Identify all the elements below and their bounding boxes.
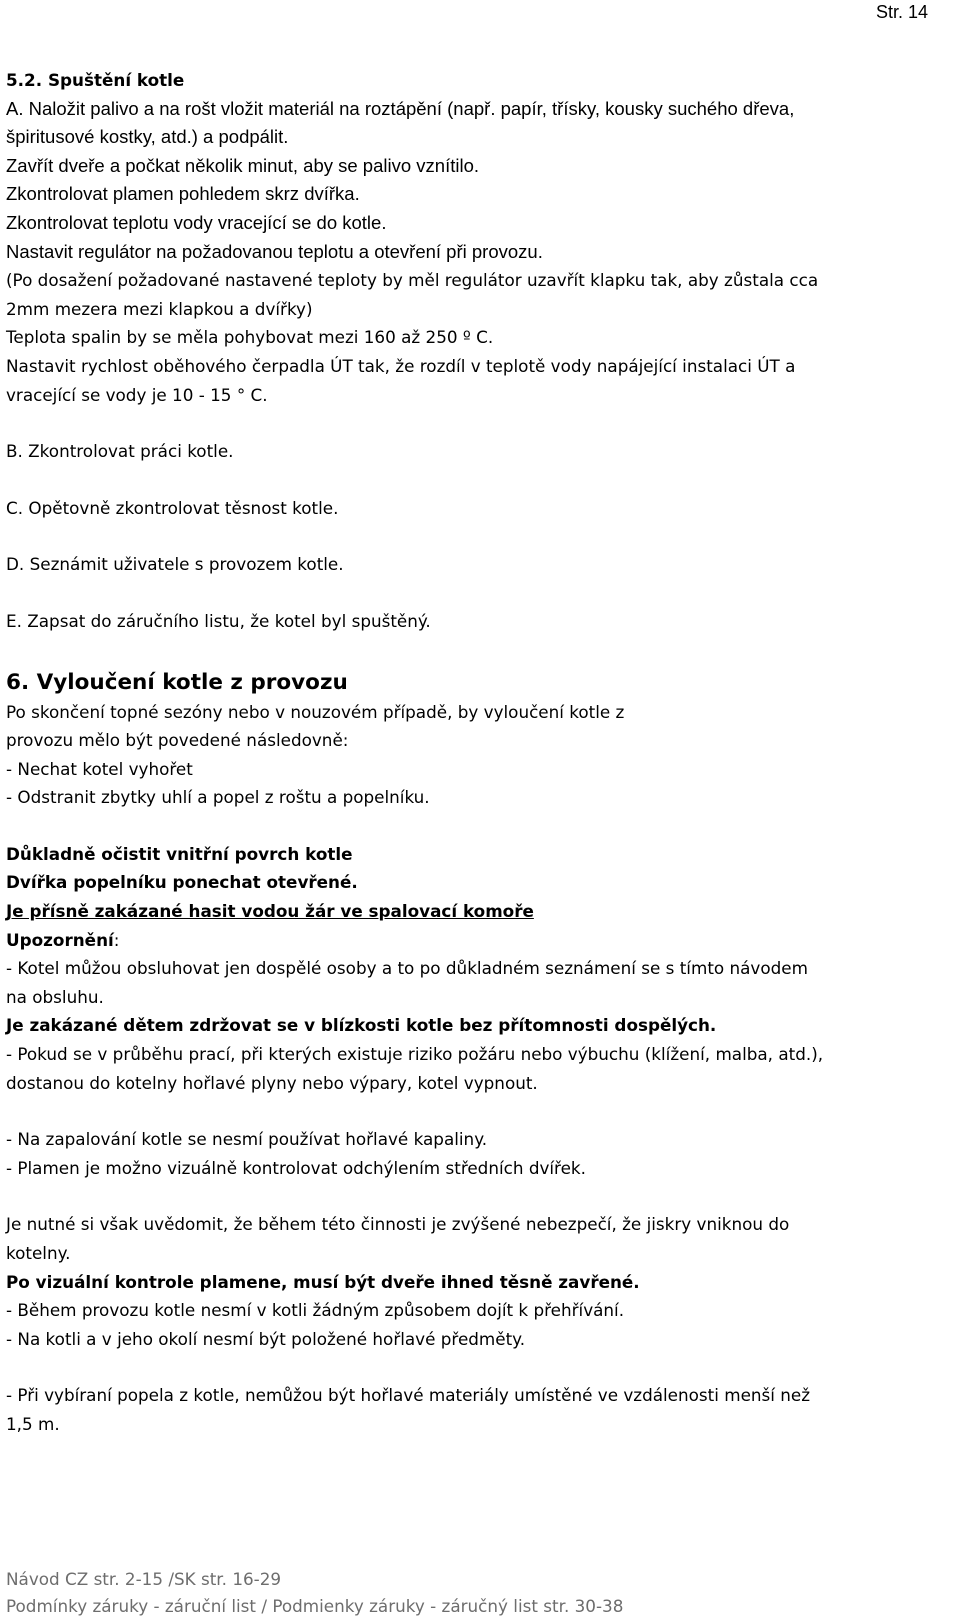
page-footer	[6, 1566, 946, 1620]
footer-line: Podmínky záruky - záruční list / Podmienky záruky - záručný list str. 30-38	[6, 1596, 624, 1616]
warning-line-bold: Po vizuální kontrole plamene, musí být dveře ihned těsně zavřené.	[6, 1271, 640, 1292]
bold-instruction: Důkladně očistit vnitřní povrch kotle	[6, 843, 353, 864]
paragraph-line: (Po dosažení požadované nastavené teploty by měl regulátor uzavřít klapku tak, aby zůstala cca	[6, 270, 819, 291]
paragraph-line: A. Naložit palivo a na rošt vložit materiál na roztápění (např. papír, třísky, kousky suchého dřeva,	[6, 97, 795, 119]
paragraph-line: Po skončení topné sezóny nebo v nouzovém případě, by vyloučení kotle z	[6, 701, 625, 722]
paragraph-line: provozu mělo být povedené následovně:	[6, 730, 349, 751]
step-d: D. Seznámit uživatele s provozem kotle.	[6, 554, 344, 575]
warning-heading	[6, 926, 946, 955]
warning-line: dostanou do kotelny hořlavé plyny nebo výpary, kotel vypnout.	[6, 1072, 538, 1093]
warning-line: - Plamen je možno vizuálně kontrolovat odchýlením středních dvířek.	[6, 1157, 586, 1178]
warning-label: Upozornění	[6, 929, 114, 950]
step-e: E. Zapsat do záručního listu, že kotel byl spuštěný.	[6, 610, 431, 631]
paragraph-line: Zkontrolovat plamen pohledem skrz dvířka.	[6, 183, 360, 205]
list-item: - Odstranit zbytky uhlí a popel z roštu a popelníku.	[6, 787, 430, 808]
bold-instruction: Dvířka popelníku ponechat otevřené.	[6, 872, 358, 893]
section-heading: 6. Vyloučení kotle z provozu	[6, 669, 348, 695]
paragraph-line: Zavřít dveře a počkat několik minut, aby se palivo vznítilo.	[6, 154, 479, 176]
warning-line: Je nutné si však uvědomit, že během této činnosti je zvýšené nebezpečí, že jiskry vniknou do	[6, 1214, 790, 1235]
document-body	[6, 66, 946, 1439]
prohibition-notice: Je přísně zakázané hasit vodou žár ve spalovací komoře	[6, 901, 534, 922]
warning-line: 1,5 m.	[6, 1413, 60, 1434]
paragraph-line: vracející se vody je 10 - 15 ° C.	[6, 384, 268, 405]
step-c: C. Opětovně zkontrolovat těsnost kotle.	[6, 497, 339, 518]
warning-line: - Pokud se v průběhu prací, při kterých existuje riziko požáru nebo výbuchu (klížení, malba, atd.),	[6, 1044, 824, 1065]
page-number: Str. 14	[875, 2, 928, 22]
footer-line: Návod CZ str. 2-15 /SK str. 16-29	[6, 1569, 282, 1589]
warning-line: na obsluhu.	[6, 986, 104, 1007]
section-title: 5.2. Spuštění kotle	[6, 70, 185, 90]
paragraph-line: Nastavit regulátor na požadovanou teplotu a otevření při provozu.	[6, 240, 543, 262]
warning-colon: :	[113, 929, 120, 950]
paragraph-line: Teplota spalin by se měla pohybovat mezi 160 až 250 º C.	[6, 327, 494, 348]
paragraph-line: 2mm mezera mezi klapkou a dvířky)	[6, 298, 313, 319]
paragraph-line: Zkontrolovat teplotu vody vracející se do kotle.	[6, 211, 387, 233]
warning-line-bold: Je zakázané dětem zdržovat se v blízkosti kotle bez přítomnosti dospělých.	[6, 1015, 717, 1036]
warning-line: kotelny.	[6, 1243, 71, 1263]
warning-line: - Na zapalování kotle se nesmí používat hořlavé kapaliny.	[6, 1129, 488, 1150]
paragraph-line: Nastavit rychlost oběhového čerpadla ÚT tak, že rozdíl v teplotě vody napájející instalaci ÚT a	[6, 355, 796, 376]
list-item: - Nechat kotel vyhořet	[6, 758, 193, 779]
warning-line: - Kotel můžou obsluhovat jen dospělé osoby a to po důkladném seznámení se s tímto návodem	[6, 958, 808, 979]
warning-line: - Při vybíraní popela z kotle, nemůžou být hořlavé materiály umístěné ve vzdálenosti menší než	[6, 1385, 811, 1406]
warning-line: - Během provozu kotle nesmí v kotli žádným způsobem dojít k přehřívání.	[6, 1300, 625, 1321]
step-b: B. Zkontrolovat práci kotle.	[6, 441, 234, 462]
warning-line: - Na kotli a v jeho okolí nesmí být položené hořlavé předměty.	[6, 1328, 526, 1349]
paragraph-line: špiritusové kostky, atd.) a podpálit.	[6, 126, 289, 148]
